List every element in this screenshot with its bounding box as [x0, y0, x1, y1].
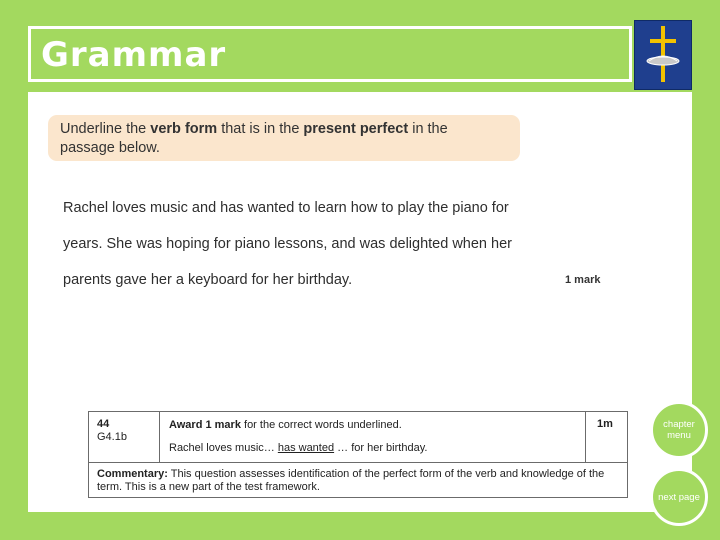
- award-cell: [169, 418, 579, 455]
- answer-underlined: has wanted: [277, 442, 335, 454]
- instruction-text-3: in the: [408, 121, 448, 137]
- instruction-bold-present-perfect: present perfect: [303, 121, 409, 137]
- question-code: G4.1b: [97, 431, 127, 443]
- commentary-cell: [97, 468, 621, 494]
- page-title: Grammar: [41, 35, 227, 75]
- answer-line: [169, 441, 579, 455]
- instruction-text-2: that is in the: [217, 121, 304, 137]
- chapter-menu-label: chapter menu: [663, 419, 695, 441]
- table-divider: [159, 412, 160, 462]
- question-number: 44: [97, 418, 110, 430]
- mark-label: 1 mark: [565, 274, 601, 286]
- next-page-button[interactable]: [650, 468, 708, 526]
- answer-prefix: Rachel loves music…: [169, 442, 278, 454]
- marks-value: 1m: [597, 418, 613, 430]
- award-rest: for the correct words underlined.: [240, 419, 402, 431]
- instruction-box: [48, 115, 520, 161]
- passage-line-1[interactable]: Rachel loves music and has wanted to learn how to play the piano for: [63, 200, 509, 216]
- question-cell: [97, 418, 157, 444]
- passage-line-3[interactable]: parents gave her a keyboard for her birthday.: [63, 272, 353, 288]
- instruction-bold-verb-form: verb form: [150, 121, 218, 137]
- instruction-text-1: Underline the: [60, 121, 151, 137]
- title-bar: [28, 26, 632, 82]
- slide-content: [28, 92, 692, 512]
- cross-icon: [635, 21, 691, 89]
- answer-suffix: … for her birthday.: [334, 442, 428, 454]
- table-divider: [585, 412, 586, 462]
- mark-scheme-table: [88, 411, 628, 498]
- commentary-label: Commentary:: [97, 468, 168, 480]
- instruction-line-2: passage below.: [60, 140, 160, 156]
- chapter-menu-button[interactable]: [650, 401, 708, 459]
- award-line: [169, 418, 579, 432]
- award-bold: Award 1 mark: [169, 419, 241, 431]
- commentary-text: This question assesses identification of the perfect form of the verb and knowledge of the term. This is a new part of the test framework.: [97, 468, 605, 493]
- passage-line-2[interactable]: years. She was hoping for piano lessons, and was delighted when her: [63, 236, 512, 252]
- table-divider: [89, 462, 627, 463]
- next-page-label: next page: [658, 491, 700, 503]
- school-logo: [634, 20, 692, 90]
